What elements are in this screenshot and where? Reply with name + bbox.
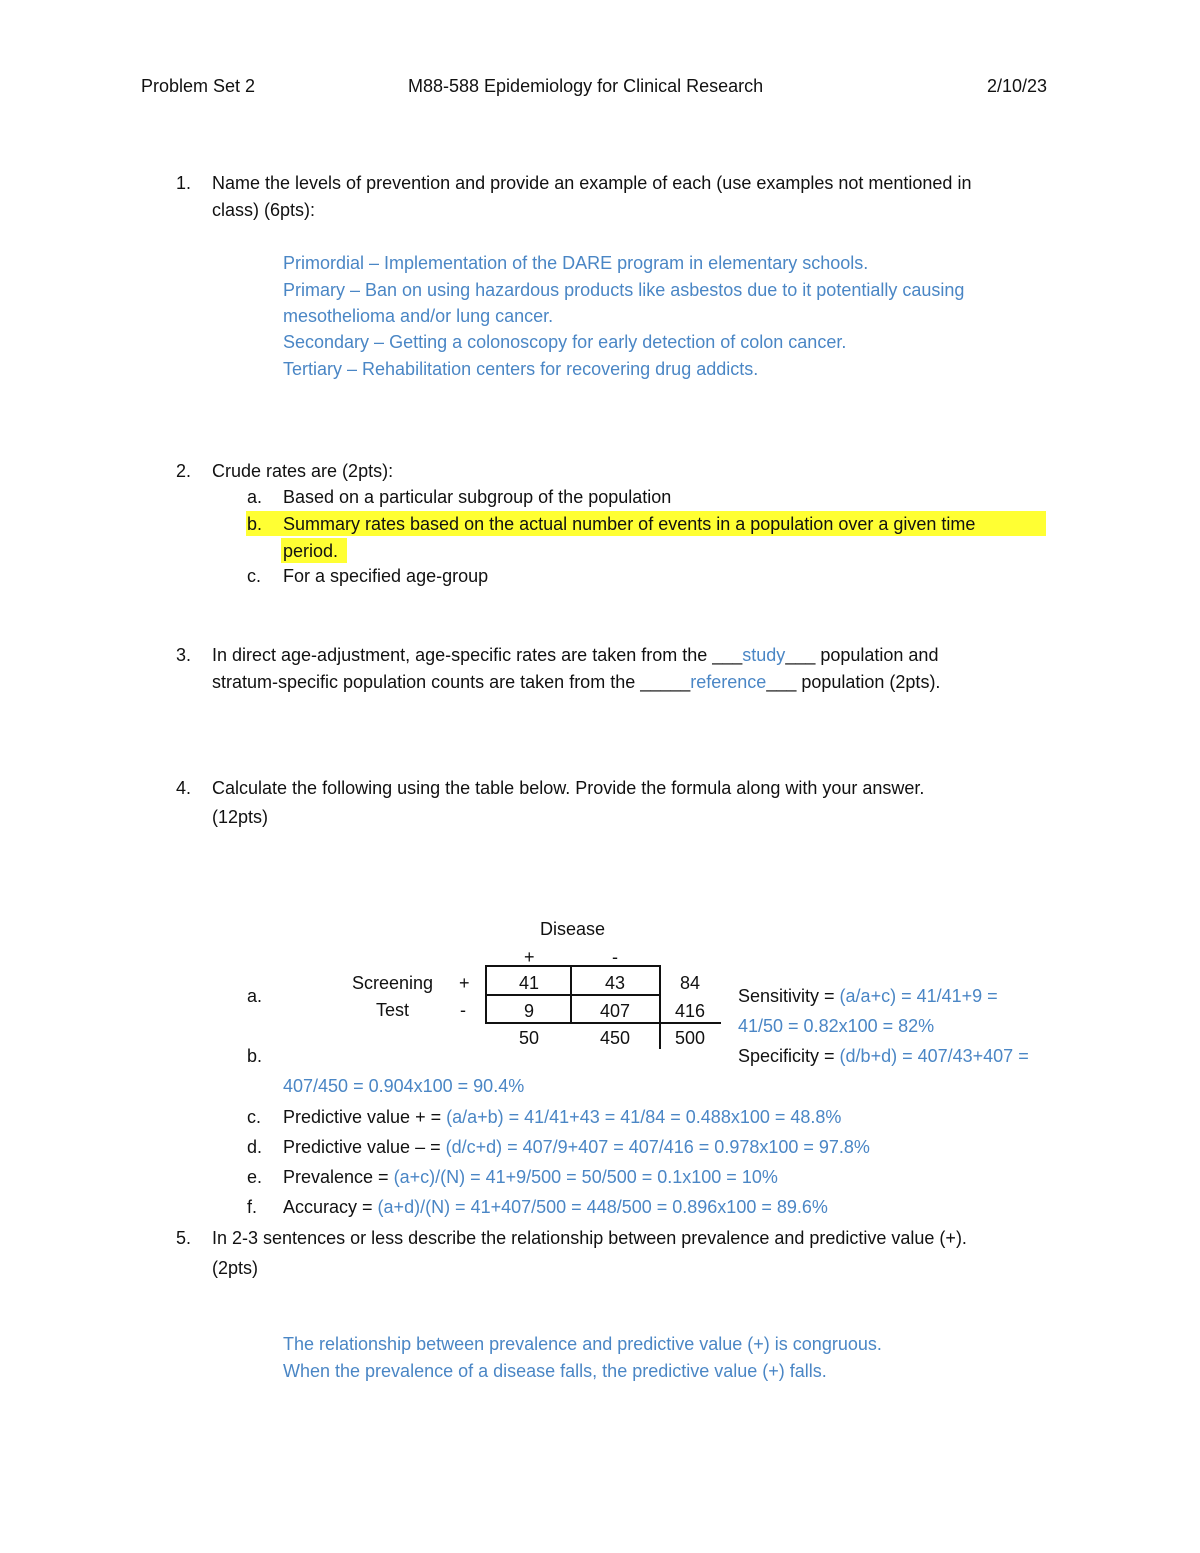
table-cell-row2-total: 416	[674, 1001, 706, 1021]
q1-text-line2: class) (6pts):	[212, 200, 316, 220]
q3-answer-reference: reference	[690, 672, 767, 692]
header-left: Problem Set 2	[141, 76, 256, 96]
q1-number: 1.	[176, 173, 192, 193]
q2-option-a: Based on a particular subgroup of the population	[283, 487, 672, 507]
table-col-plus: +	[524, 947, 535, 967]
q4-text-line2: (12pts)	[212, 807, 269, 827]
q4-npv-label: Predictive value – =	[283, 1137, 446, 1157]
table-cell-c: 9	[523, 1001, 534, 1021]
q4-number: 4.	[176, 778, 192, 798]
table-row-minus: -	[460, 1000, 466, 1020]
q5-text-line1: In 2-3 sentences or less describe the relationship between prevalence and predictive value (+).	[212, 1228, 967, 1248]
q3-line2-pre: stratum-specific population counts are taken from the _____	[212, 672, 691, 692]
q4-d-line	[283, 1138, 870, 1156]
table-cell-a: 41	[518, 973, 540, 993]
q3-line2	[212, 673, 940, 691]
q4-npv-answer: (d/c+d) = 407/9+407 = 407/416 = 0.978x100 = 97.8%	[445, 1137, 870, 1157]
q4-specificity-answer1: (d/b+d) = 407/43+407 =	[839, 1046, 1029, 1066]
table-cell-col2-total: 450	[599, 1028, 631, 1048]
q4-sensitivity-answer2: 41/50 = 0.82x100 = 82%	[738, 1016, 935, 1036]
q4-ppv-answer: (a/a+b) = 41/41+43 = 41/84 = 0.488x100 = 48.8%	[446, 1107, 842, 1127]
q2-option-b-letter: b.	[247, 514, 263, 534]
header-right: 2/10/23	[987, 76, 1048, 96]
q5-text-line2: (2pts)	[212, 1258, 259, 1278]
q3-line1-post: ___ population and	[785, 645, 939, 665]
q4-specificity-answer2: 407/450 = 0.904x100 = 90.4%	[283, 1076, 525, 1096]
q4-b-letter: b.	[247, 1046, 263, 1066]
q1-answer-primary: Primary – Ban on using hazardous products like asbestos due to it potentially causing	[283, 280, 965, 300]
q3-number: 3.	[176, 645, 192, 665]
q4-d-letter: d.	[247, 1137, 263, 1157]
q5-number: 5.	[176, 1228, 192, 1248]
q4-sensitivity-line1	[738, 987, 998, 1005]
q5-answer-line1: The relationship between prevalence and predictive value (+) is congruous.	[283, 1334, 882, 1354]
q2-option-a-letter: a.	[247, 487, 263, 507]
q2-text: Crude rates are (2pts):	[212, 461, 394, 481]
q1-text-line1: Name the levels of prevention and provide an example of each (use examples not mentioned in	[212, 173, 972, 193]
q3-line2-post: ___ population (2pts).	[766, 672, 941, 692]
q4-accuracy-answer: (a+d)/(N) = 41+407/500 = 448/500 = 0.896x100 = 89.6%	[377, 1197, 828, 1217]
table-cell-grand-total: 500	[674, 1028, 706, 1048]
q4-ppv-label: Predictive value + =	[283, 1107, 447, 1127]
q3-answer-study: study	[742, 645, 786, 665]
q4-e-letter: e.	[247, 1167, 263, 1187]
q1-answer-tertiary: Tertiary – Rehabilitation centers for recovering drug addicts.	[283, 359, 759, 379]
q3-line1	[212, 646, 938, 664]
q2-number: 2.	[176, 461, 192, 481]
q1-answer-primary-cont: mesothelioma and/or lung cancer.	[283, 306, 554, 326]
q2-option-b-line2: period.	[283, 541, 339, 561]
q1-answer-secondary: Secondary – Getting a colonoscopy for early detection of colon cancer.	[283, 332, 847, 352]
table-disease-label: Disease	[540, 919, 606, 939]
q4-f-letter: f.	[247, 1197, 258, 1217]
table-cell-d: 407	[599, 1001, 631, 1021]
q4-c-letter: c.	[247, 1107, 262, 1127]
table-col-minus: -	[612, 947, 618, 967]
q2-option-b-line1: Summary rates based on the actual number of events in a population over a given time	[283, 514, 976, 534]
q4-a-letter: a.	[247, 986, 263, 1006]
table-test-label: Test	[376, 1000, 410, 1020]
table-cell-b: 43	[604, 973, 626, 993]
q4-sensitivity-answer1: (a/a+c) = 41/41+9 =	[839, 986, 998, 1006]
q4-specificity-label: Specificity =	[738, 1046, 840, 1066]
header-center: M88-588 Epidemiology for Clinical Research	[408, 76, 764, 96]
table-total-row-rule	[659, 1022, 721, 1024]
q4-sensitivity-label: Sensitivity =	[738, 986, 840, 1006]
table-horizontal-divider	[485, 994, 661, 996]
q2-option-c-letter: c.	[247, 566, 262, 586]
table-cell-col1-total: 50	[518, 1028, 540, 1048]
q4-text-line1: Calculate the following using the table below. Provide the formula along with your answer.	[212, 778, 925, 798]
q4-accuracy-label: Accuracy =	[283, 1197, 378, 1217]
table-cell-row1-total: 84	[679, 973, 701, 993]
q4-e-line	[283, 1168, 778, 1186]
q3-line1-pre: In direct age-adjustment, age-specific rates are taken from the ___	[212, 645, 743, 665]
table-screening-label: Screening	[352, 973, 434, 993]
table-row-plus: +	[459, 973, 470, 993]
q4-f-line	[283, 1198, 828, 1216]
q2-option-c: For a specified age-group	[283, 566, 489, 586]
q4-prevalence-answer: (a+c)/(N) = 41+9/500 = 50/500 = 0.1x100 = 10%	[393, 1167, 778, 1187]
q1-answer-primordial: Primordial – Implementation of the DARE program in elementary schools.	[283, 253, 869, 273]
q5-answer-line2: When the prevalence of a disease falls, the predictive value (+) falls.	[283, 1361, 827, 1381]
q4-specificity-line1	[738, 1047, 1029, 1065]
q4-prevalence-label: Prevalence =	[283, 1167, 394, 1187]
q4-c-line	[283, 1108, 841, 1126]
